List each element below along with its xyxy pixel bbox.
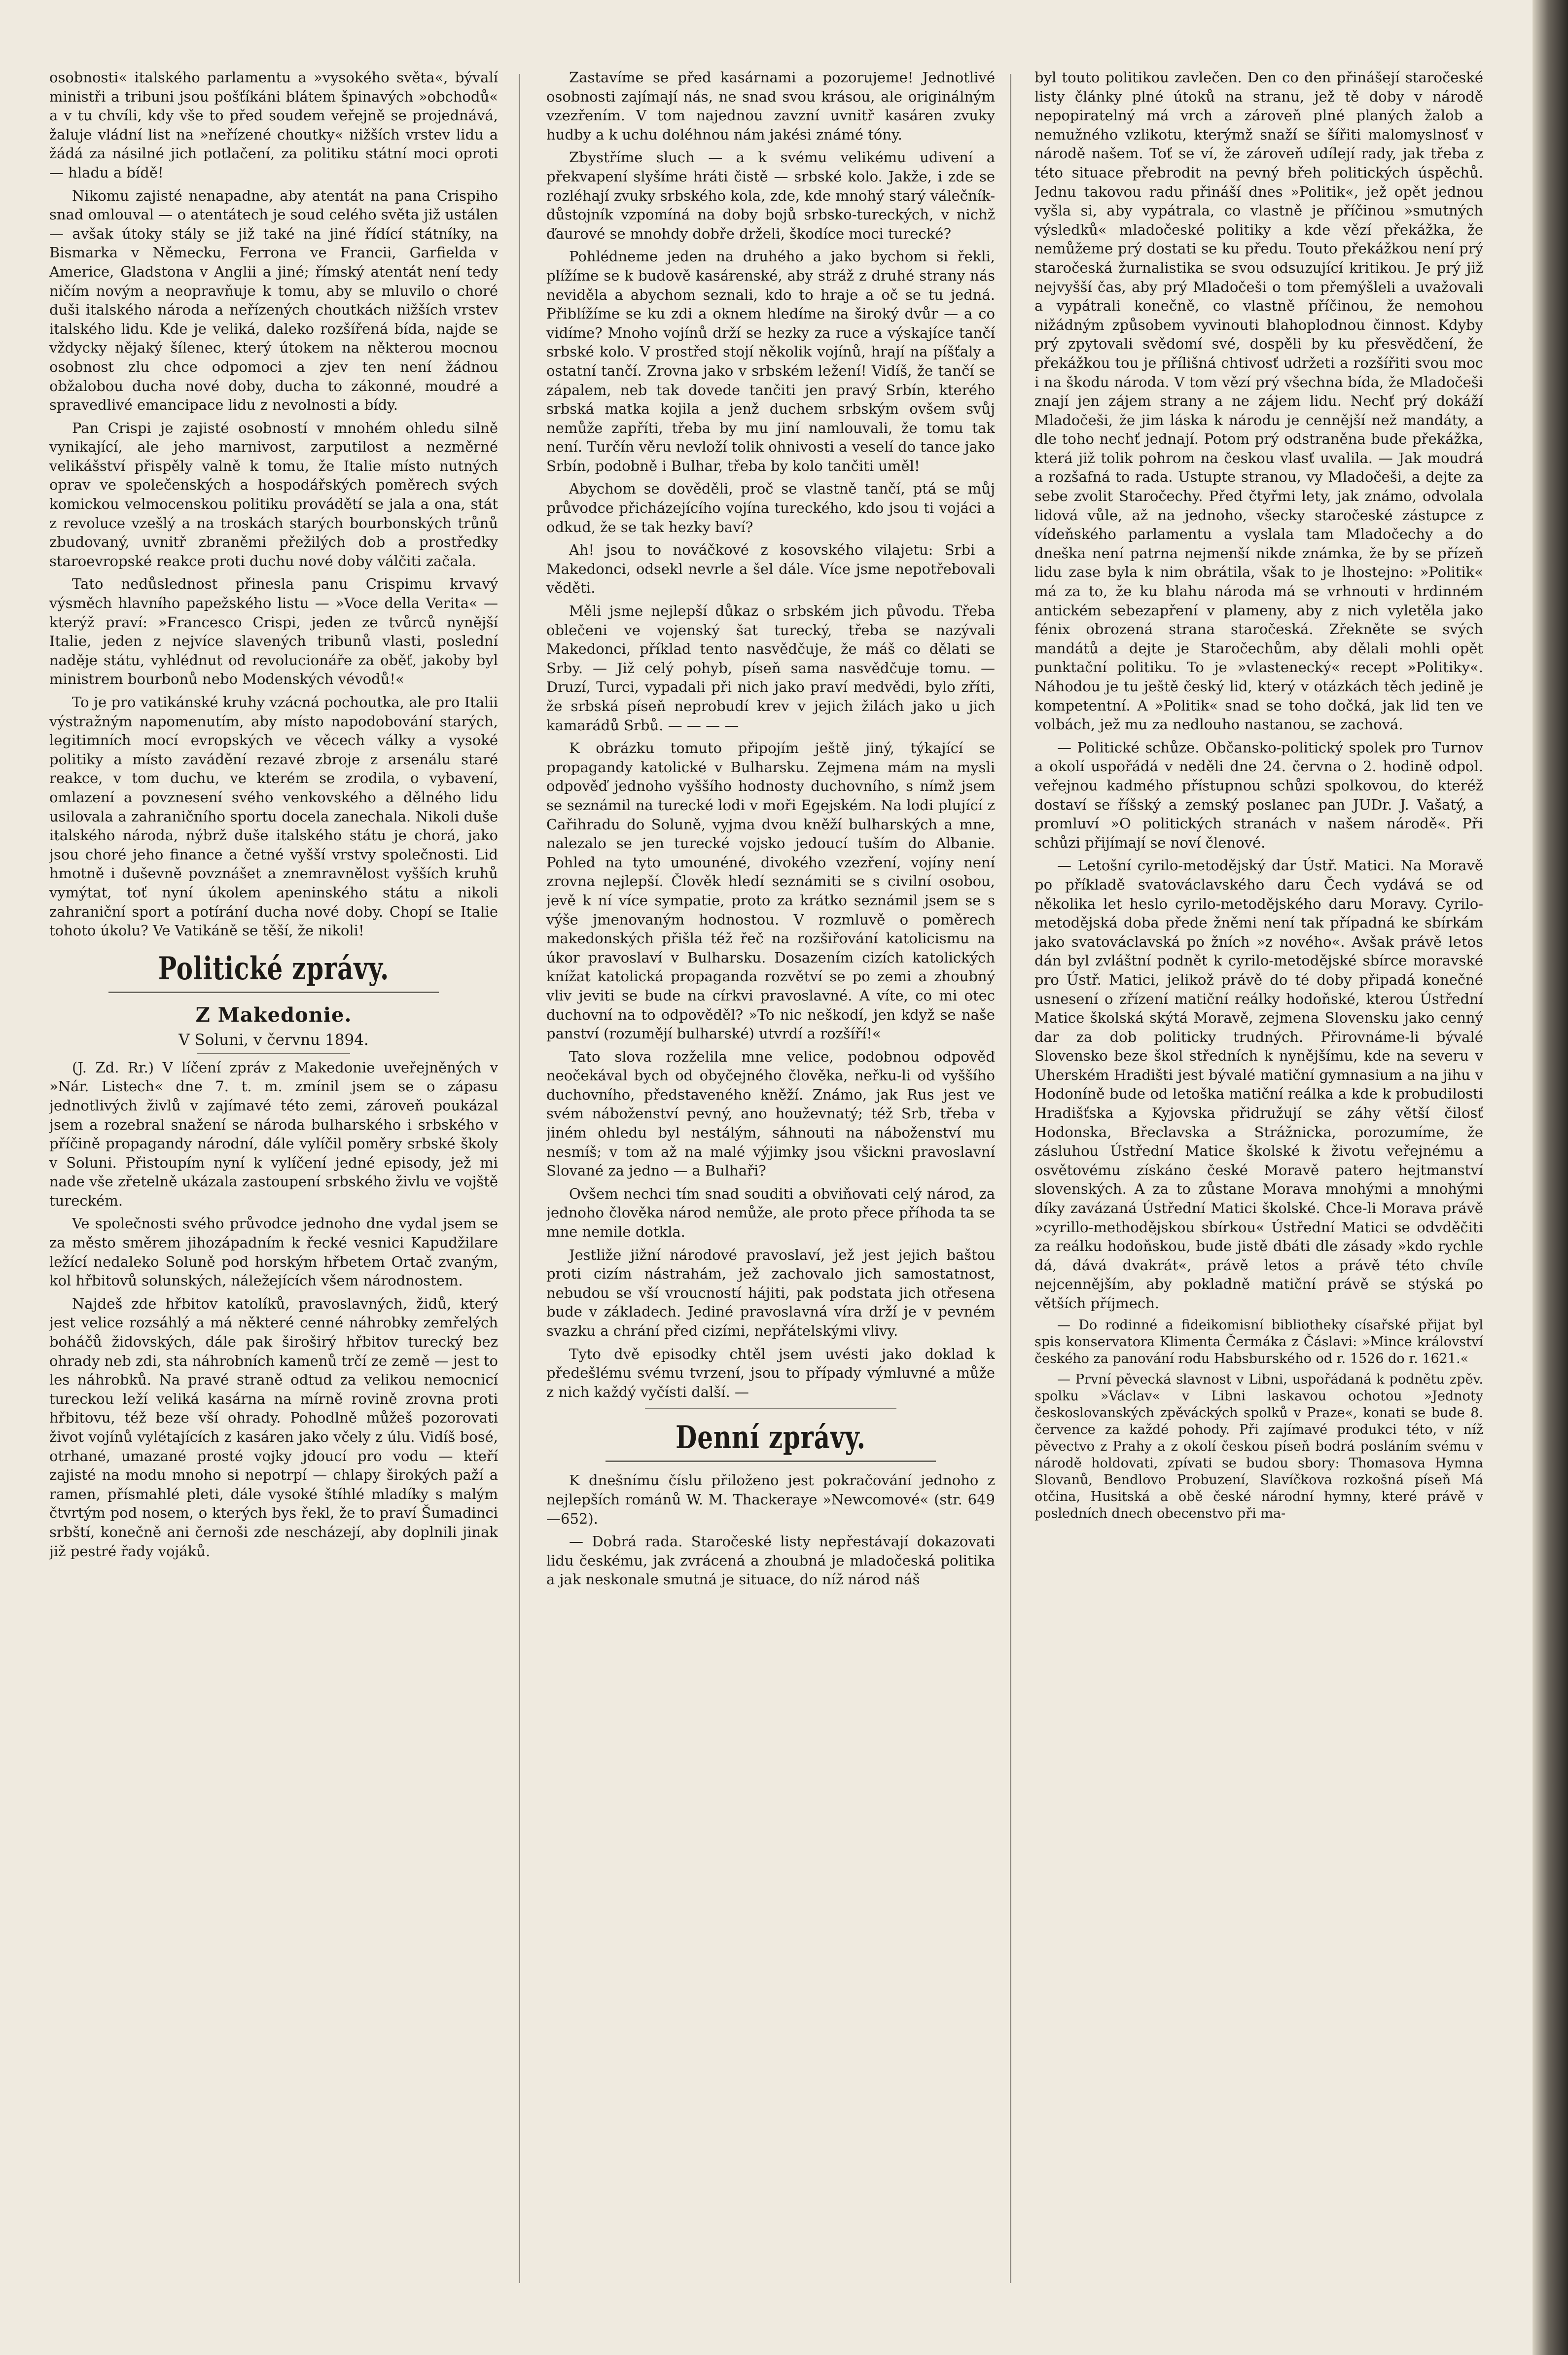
- paragraph: — První pěvecká slavnost v Libni, uspořádaná k podnětu zpěv. spolku »Václav« v Libni laskavou ochotou »Jednoty českoslovanských zpěváckých spolků v Praze«, konati se bude 8. července za každé pohody. Při zajímavé produkci této, v níž pěvectvo z Prahy a z okolí českou píseň bodrá posláním svému v národě holdovati, zpívati se budou sbory: Thomasova Hymna Slovanů, Bendlovo Probuzení, Slavíčkova rozkošná píseň Má otčina, Husitská a obě české národní hymny, které právě v posledních dnech obecenstvo při ma-: [1034, 1371, 1483, 1521]
- section-rule: [108, 992, 439, 993]
- section-title-politicke-zpravy: Politické zprávy.: [158, 950, 390, 987]
- paragraph: Tato nedůslednost přinesla panu Crispimu krvavý výsměch hlavního papežského listu — »Voce della Verita« — kterýž praví: »Francesco Crispi, jeden ze tvůrců nynější Italie, jeden z nejvíce slavených tribunů vlasti, poslední naděje státu, vyhlédnut od revolucionáře za oběť, jakoby byl ministrem bourbonů nebo Modenských vévodů!«: [49, 575, 498, 688]
- paragraph: (J. Zd. Rr.) V líčení zpráv z Makedonie uveřejněných v »Nár. Listech« dne 7. t. m. zmínil jsem se o zápasu jednotlivých živlů v zajímavé této zemi, zároveň poukázal jsem a rozebral snažení se národa bulharského i srbského v příčině propagandy národní, dále vylíčil poměry srbské školy v Soluni. Přistoupím nyní k vylíčení jedné episody, jež mi nade vše zřetelně ukázala zastoupení srbského živlu ve vojště tureckém.: [49, 1059, 498, 1209]
- column-2: [546, 68, 995, 2326]
- short-news-block: [1034, 1317, 1483, 1522]
- paragraph: osobnosti« italského parlamentu a »vysokého světa«, bývalí ministři a tribuni jsou pošťíkáni blátem špinavých »obchodů« a v tu chvíli, kdy vše to před soudem veřejně se projednává, žaluje vládní list na »neřízené choutky« nižších vrstev lidu a žádá za násilné jich potlačení, za politiku státní moci oproti — hladu a bídě!: [49, 69, 498, 181]
- column-rule: [519, 74, 520, 2283]
- article-title-makedonie: Z Makedonie.: [195, 1003, 352, 1027]
- paragraph: Zastavíme se před kasárnami a pozorujeme! Jednotlivé osobnosti zajímají nás, ne snad svou krásou, ale originálným vzezřením. V tom najednou zavzní uvnitř kasáren zvuky hudby a k uchu doléhnou nám jakési známé tóny.: [546, 69, 995, 143]
- paragraph: Nikomu zajisté nenapadne, aby atentát na pana Crispiho snad omlouval — o atentátech je soud celého světa již ustálen — avšak útoky stály se již také na jiné řídící státníky, na Bismarka v Německu, Ferrona ve Francii, Garfielda v Americe, Gladstona v Anglii a jiné; římský atentát není tedy ničím novým a neopravňuje k tomu, aby se mluvilo o choré duši italského národa a neřízených choutkách nižších vrstev italského lidu. Kde je veliká, daleko rozšířená bída, najde se vždycky nějaký šílenec, který útokem na některou mocnou osobnost zlu chce odpomoci a zjev ten není žádnou obžalobou ducha nové doby, ducha to zákonné, moudré a spravedlivé emancipace lidu z nevolnosti a bídy.: [49, 187, 498, 414]
- paragraph: K dnešnímu číslu přiloženo jest pokračování jednoho z nejlepších románů W. M. Thackeraye »Newcomové« (str. 649—652).: [546, 1472, 995, 1527]
- paragraph: Ovšem nechci tím snad souditi a obviňovati celý národ, za jednoho člověka národ nemůže, ale proto přece příhoda ta se mne nemile dotkla.: [546, 1185, 995, 1241]
- paragraph: Ah! jsou to nováčkové z kosovského vilajetu: Srbi a Makedonci, odsekl nevrle a šel dále. Více jsme nepotřebovali věděti.: [546, 541, 995, 597]
- paragraph: Měli jsme nejlepší důkaz o srbském jich původu. Třeba oblečeni ve vojenský šat turecký, třeba se nazývali Makedonci, příklad tento nasvědčuje, že máš co dělati se Srby. — Již celý pohyb, píseň sama nasvědčuje tomu. — Druzí, Turci, vypadali při nich jako praví medvědi, bylo zříti, že srbská píseň neprobudí krev v jejich žilách jako u jich kamarádů Srbů. — — — —: [546, 603, 995, 734]
- paragraph: Zbystříme sluch — a k svému velikému udivení a překvapení slyšíme hráti čistě — srbské kolo. Jakže, i zde se rozléhají zvuky srbského kola, zde, kde mnohý starý válečník-důstojník vzpomíná na doby bojů srbsko-tureckých, v nichž ďaurové se mnohdy dobře drželi, škodíce moci turecké?: [546, 149, 995, 242]
- section-rule: [606, 1461, 936, 1462]
- paragraph: K obrázku tomuto připojím ještě jiný, týkající se propagandy katolické v Bulharsku. Zejmena mám na mysli odpověď jednoho vyššího hodnosty duchovního, s nímž jsem se seznámil na turecké lodi v moři Egejském. Na lodi plující z Cařihradu do Soluně, vyjma dvou kněží bulharských a mne, nalezalo se jen turecké vojsko jedoucí tuším do Albanie. Pohled na tyto umounéné, divokého vzezření, vojíny není zrovna nejlepší. Člověk hledí seznámiti se s civilní osobou, jevě k ní více sympatie, proto za krátko seznámil jsem se s výše jmenovaným hodnostou. V rozmluvě o poměrech makedonských přišla též řeč na rozšiřování katolicismu na úkor pravoslaví v Bulharsku. Dosazením cizích katolických knížat katolická propaganda rozvětví se po zemi a zhoubný vliv jeviti se bude na církvi pravoslavné. A víte, co mi otec duchovní na to odpověděl? »To nic neškodí, jen když se naše panství (rozumějí bulharské) utvrdí a rozšíří!«: [546, 740, 995, 1042]
- paragraph: Najdeš zde hřbitov katolíků, pravoslavných, židů, který jest velice rozsáhlý a má některé cenné náhrobky zemřelých boháčů židovských, dále pak široširý hřbitov turecký bez ohrady neb zdi, sta náhrobních kamenů trčí ze země — jest to les náhrobků. Na pravé straně odtud za velikou nemocnicí tureckou leží veliká kasárna na mírně rovině zrovna proti hřbitovu, též beze vší ohrady. Pohodlně můžeš pozorovati život vojínů vylétajících z kasáren jako včely z úlu. Vidíš bosé, otrhané, umazané prosté vojky jdoucí pro vodu — kteří zajisté na modu mnoho si nepotrpí — chlapy širokých paží a ramen, přísmahlé pleti, dále vysoké štíhlé mladíky s malým čtvrtým pod nosem, o kterých bys řekl, že to praví Šumadinci srbští, konečně ani černoši zde nescházejí, aby doplnili jinak již pestré řady vojáků.: [49, 1295, 498, 1560]
- section-title-denni-zpravy: Denní zprávy.: [676, 1419, 866, 1457]
- paragraph: — Politické schůze. Občansko-politický spolek pro Turnov a okolí uspořádá v neděli dne 24. června o 2. hodině odpol. veřejnou kadmého přístupnou schůzi spolkovou, do kteréž dostaví se říšský a zemský poslanec pan JUDr. J. Vašatý, a promluví »O politických stranách v našem národě«. Při schůzi přijímají se noví členové.: [1034, 739, 1483, 851]
- article-dateline: V Soluni, v červnu 1894.: [178, 1031, 369, 1049]
- column-1: [49, 68, 498, 2326]
- page-binding-edge: [1532, 0, 1568, 2355]
- paragraph: Tato slova rozželila mne velice, podobnou odpověď neočekával bych od obyčejného člověka, neřku-li od vyššího duchovního, představeného kněží. Známo, jak Rus jest ve svém náboženství pevný, ano houževnatý; též Srb, třeba v jiném ohledu byl nestálým, sáhnouti na náboženství mu nesmíš; v tom až na malé výjimky jsou všickni pravoslavní Slované za jedno — a Bulhaři?: [546, 1048, 995, 1179]
- title-rule: [197, 1053, 350, 1054]
- paragraph: Pan Crispi je zajisté osobností v mnohém ohledu silně vynikající, ale jeho marnivost, zarputilost a nezměrné velikášství přispěly valně k tomu, že Italie místo nutných oprav ve společenských a hospodářských poměrech svých komickou velmocenskou politiku provádětí se jala a ona, stát z revoluce vzešlý a na troskách starých bourbonských trůnů zbudovaný, uvnitř zbraněmi přežilých dob a prostředky staroevropské reakce proti duchu nové doby válčiti začala.: [49, 419, 498, 570]
- paragraph: Abychom se dověděli, proč se vlastně tančí, ptá se můj průvodce přicházejícího vojína tureckého, kdo jsou ti vojáci a odkud, že se tak hezky baví?: [546, 480, 995, 535]
- paragraph: — Letošní cyrilo-metodějský dar Ústř. Matici. Na Moravě po příkladě svatováclavského daru Čech vydává se od několika let heslo cyrilo-metodějského daru Moravy. Cyrilo-metodějská doba přede žněmi není tak případná ke sbírkám jako svatováclavská po žních »z nového«. Avšak právě letos dán byl zvláštní podnět k cyrilo-metodějské sbírce moravské pro Ústř. Matici, jelikož právě do té doby připadá konečné usnesení o zřízení matiční reálky hodoňské, kterou Ústřední Matice školská skýtá Moravě, zejmena Slovensku jako cenný dar za dob politicky trudných. Přirovnáme-li bývalé Slovensko beze škol středních k nynějšímu, kde na severu v Uherském Hradišti jest bývalé matiční gymnasium a na jihu v Hodoníně bude od letoška matiční reálka a kde k probudilosti Hradišťska a Kyjovska přidružují se záhy větší čilosť Hodonska, Břeclavska a Strážnicka, porozumíme, že zásluhou Ústřední Matice školské k životu veřejnému a osvětovému získáno české Moravě patero hejtmanství slovenských. A za to zůstane Morava mnohými a mnohými díky zavázaná Ústřední Matici školské. Chce-li Morava právě »cyrillo-methodějskou sbírkou« Ústřední Matici se odvděčiti za reálku hodoňskou, bude jistě dbáti dle zásady »kdo rychle dá, dává dvakrát«, právě letos a právě této chvíle nejcennějším, aby pokladně matiční právě se stýská po větších příjmech.: [1034, 857, 1483, 1312]
- paragraph: Tyto dvě episodky chtěl jsem uvésti jako doklad k předešlému svému tvrzení, jsou to případy výmluvné a může z nich každý vyčísti další. —: [546, 1345, 995, 1400]
- paragraph: byl touto politikou zavlečen. Den co den přinášejí staročeské listy články plné útoků na stranu, jež tě doby v národě nepopiratelný má vrch a zároveň plné planých žalob a nemužného vzlikotu, kterýmž snaží se šířiti malomyslnosť v národě našem. Toť se ví, že zároveň udílejí rady, jak třeba z této situace přebrodit na pevný břeh politických úspěchů. Jednu takovou radu přináší dnes »Politik«, jež opět jednou vyšla si, aby vypátrala, co vlastně je příčinou »smutných výsledků« mladočeské politiky a kde vězí překážka, že nemůžeme prý dostati se ku předu. Touto překážkou není prý staročeská žurnalistika se svou odsuzující kritikou. Je prý již nejvyšší čas, aby prý Mladočeši o tom přemýšleli a uvažovali a vypátrali konečně, co vlastně příčinou, že nemohou nižádným způsobem vyvinouti blahoplodnou činnost. Kdyby prý zpytovali svědomí své, dospěli by ku přesvědčení, že překážkou tou je přílišná chtivosť udržeti a rozšířiti svou moc i na škodu národa. V tom vězí prý všechna bída, že Mladočeši znají jen zájem strany a ne zájem lidu. Nechť prý dokáží Mladočeši, že jim láska k národu je cennější než mandáty, a dle toho nechť jednají. Potom prý odstraněna bude překážka, která již tolik pohrom na českou vlasť uvalila. — Jak moudrá a rozšafná to rada. Ustupte stranou, vy Mladočeši, a dejte za sebe zvolit Staročechy. Před čtyřmi lety, jak známo, odvolala lidová vůle, až na jednoho, všecky staročeské zástupce z vídeňského parlamentu a vyslala tam Mladočechy a do dneška není patrna nejmenší nikde známka, že by se přízeň lidu zase byla k nim obrátila, však to je lhostejno: »Politik« má za to, že ku blahu národa má se vrhnouti v hrdinném antickém sebezapření v plameny, aby z nich vyletěla jako fénix obrozená strana staročeská. Zřekněte se svých mandátů a dejte je Staročechům, aby dělali mohli opět punktační politiku. To je »vlastenecký« recept »Politiky«. Náhodou je tu ještě český lid, který v otázkách těch jedině je kompetentní. A »Politik« snad se toho dočká, jak lid ten ve volbách, jež mu za nedlouho nastanou, se zachová.: [1034, 69, 1483, 733]
- article-end-rule: [645, 1408, 896, 1409]
- paragraph: — Dobrá rada. Staročeské listy nepřestávají dokazovati lidu českému, jak zvrácená a zhoubná je mladočeská politika a jak neskonale smutná je situace, do níž národ náš: [546, 1533, 995, 1588]
- paragraph: To je pro vatikánské kruhy vzácná pochoutka, ale pro Italii výstražným napomenutím, aby místo napodobování starých, legitimních mocí evropských ve věcech války a vysoké politiky a místo zavádění rezavé zbroje z arsenálu staré reakce, v tom duchu, ve kterém se zrodila, o vybavení, omlazení a povznesení svého venkovského a dělného lidu usilovala a zahraničního sportu docela zanechala. Nikoli duše italského národa, nýbrž duše italského státu je chorá, jako jsou choré jeho finance a četné vyšší vrstvy společnosti. Lid hmotně i duševně povznášet a znemravnělost vyšších kruhů vymýtat, toť nyní úkolem apeninského státu a nikoli zahraniční sport a potírání ducha nové doby. Chopí se Italie tohoto úkolu? Ve Vatikáně se těší, že nikoli!: [49, 694, 498, 939]
- paragraph: Pohlédneme jeden na druhého a jako bychom si řekli, plížíme se k budově kasárenské, aby stráž z druhé strany nás neviděla a abychom seznali, kdo to hraje a oč se tu jedná. Přiblížíme se ku zdi a oknem hledíme na široký dvůr — a co vidíme? Mnoho vojínů drží se hezky za ruce a výskajíce tančí srbské kolo. V prostřed stojí několik vojínů, hrají na píšťaly a ostatní tančí. Zrovna jako v srbském ležení! Vidíš, že tančí se zápalem, neb tak dovede tančiti jen pravý Srbín, kterého srbská matka kojila a jenž duchem srbským ovšem svůj nemůže zapříti, třeba by mu jiní namlouvali, že tomu tak není. Turčín věru nevloží tolik ohnivosti a veselí do tance jako Srbín, podobně i Bulhar, třeba by kolo tančiti uměl!: [546, 248, 995, 474]
- paragraph: — Do rodinné a fideikomisní bibliotheky císařské přijat byl spis konservatora Klimenta Čermáka z Čáslavi: »Mince království českého za panování rodu Habsburského od r. 1526 do r. 1621.«: [1034, 1317, 1483, 1366]
- paragraph: Jestliže jižní národové pravoslaví, jež jest jejich baštou proti cizím nástrahám, jež zachovalo jich samostatnost, nebudou se vší vroucností hájiti, pak podstata jich otřesena bude v základech. Jediné pravoslavná víra drží je v pevném svazku a chrání před cizími, nepřátelskými vlivy.: [546, 1246, 995, 1339]
- column-rule: [1010, 74, 1011, 2283]
- paragraph: Ve společnosti svého průvodce jednoho dne vydal jsem se za město směrem jihozápadním k řecké vesnici Kapudžilare ležící nedaleko Soluně pod horským hřbetem Ortač zvaným, kol hřbitovů solunských, náležejících všem národnostem.: [49, 1215, 498, 1289]
- column-3: [1034, 68, 1483, 2326]
